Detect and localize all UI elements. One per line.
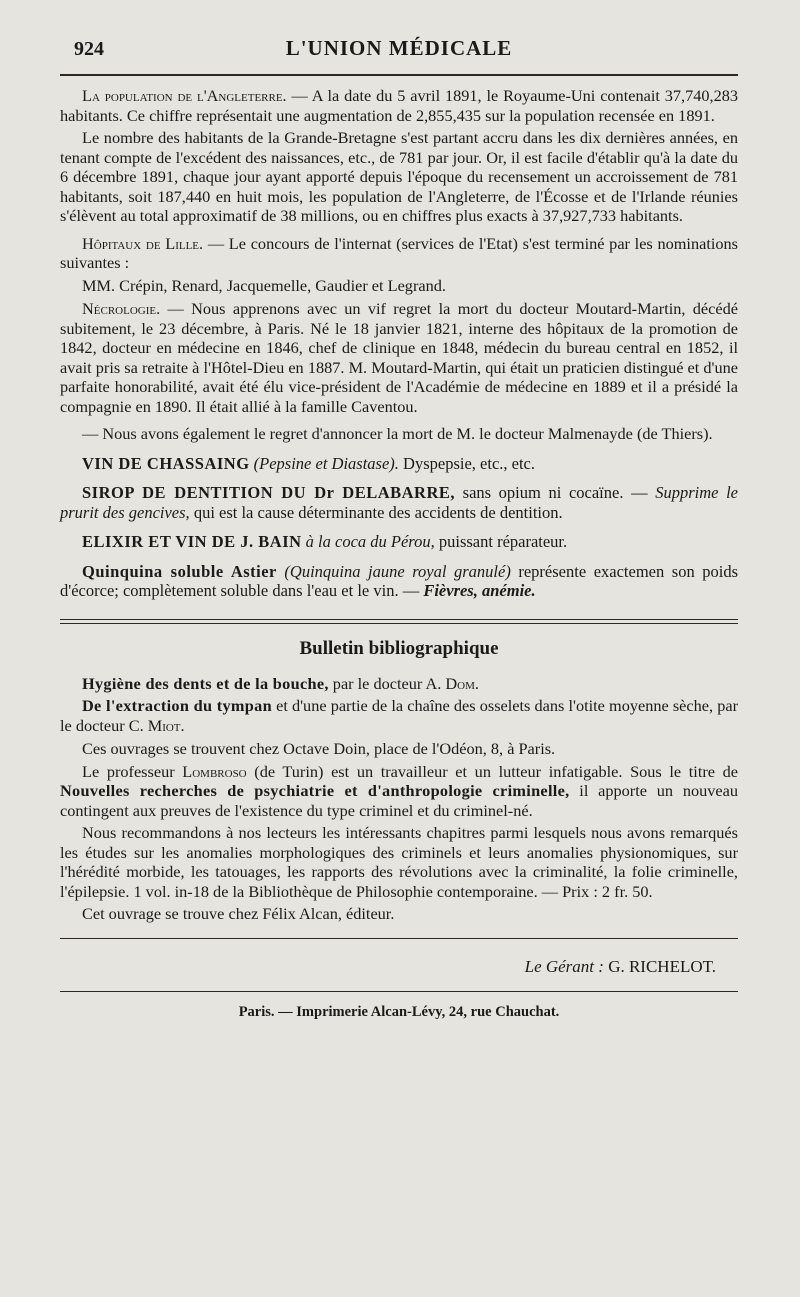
- bulletin-hygiene-text: par le docteur A.: [328, 673, 446, 693]
- bulletin-tympan-text: et d'une partie de la chaîne des osselets dans l'otite moyenne sèche, par le docteur C.: [60, 696, 738, 735]
- necrologie-paragraph: [60, 299, 738, 416]
- ad-vin-chassaing-title: VIN DE CHASSAING: [82, 453, 250, 473]
- bulletin-recommendation: Nous recommandons à nos lecteurs les intéressants chapitres parmi lesquels nous avons remarqués les études sur les anomalies morphologiques des criminels et leurs anomalies physionomiques, sur l'hérédité morbide, les tatouages, les rapports des révolutions avec la criminalité, la folie criminelle, l'épilepsie. 1 vol. in-18 de la Bibliothèque de Philosophie contemporaine. — Prix : 2 fr. 50.: [60, 823, 738, 901]
- ad-elixir-title: ELIXIR ET VIN DE J. BAIN: [82, 532, 302, 551]
- bulletin-availability: Ces ouvrages se trouvent chez Octave Doin, place de l'Odéon, 8, à Paris.: [82, 739, 556, 758]
- manager-signature: [60, 957, 716, 977]
- bulletin-item-tympan: [60, 696, 738, 735]
- section-divider: [60, 619, 738, 624]
- bulletin-hygiene-title: Hygiène des dents et de la bouche,: [82, 673, 329, 693]
- population-text-1: — A la date du 5 avril 1891, le Royaume-Uni contenait 37,740,283 habitants. Ce chiffre représentait une augmentation de 2,855,435 sur la population recensée en 1891.: [60, 86, 738, 125]
- ad-vin-chassaing-text: Dyspepsie, etc., etc.: [398, 453, 535, 473]
- bulletin-hygiene-author: Dom.: [445, 673, 479, 693]
- page-header: [60, 30, 738, 66]
- ad-sirop-mid: sans opium ni cocaïne. —: [455, 483, 656, 502]
- ad-vin-chassaing: [60, 454, 738, 474]
- ad-sirop-dentition: [60, 483, 738, 522]
- signature-rule: [60, 938, 738, 939]
- population-heading: La population de l'Angleterre.: [82, 86, 287, 105]
- bulletin-lombroso-b: (de Turin) est un travailleur et un lutteur infatigable. Sous le titre de: [246, 761, 739, 781]
- bulletin-lombroso-name: Lombroso: [182, 761, 247, 781]
- imprint-rule: [60, 991, 738, 992]
- ad-quinquina-text: représente exactemen son poids d'écorce; complètement soluble dans l'eau et le vin. —: [60, 561, 738, 600]
- ad-vin-chassaing-italic: (Pepsine et Diastase).: [253, 453, 399, 473]
- bulletin-publisher: Cet ouvrage se trouve chez Félix Alcan, éditeur.: [82, 904, 395, 923]
- necrologie-paragraph-2: — Nous avons également le regret d'annoncer la mort de M. le docteur Malmenayde (de Thiers).: [82, 424, 713, 443]
- bulletin-item-hygiene: [60, 674, 738, 694]
- hopitaux-text: — Le concours de l'internat (services de l'Etat) s'est terminé par les nominations suivantes :: [60, 233, 738, 272]
- printer-imprint: Paris. — Imprimerie Alcan-Lévy, 24, rue Chauchat.: [238, 1003, 560, 1020]
- necrologie-heading: Nécrologie.: [82, 299, 161, 318]
- ad-quinquina: [60, 562, 738, 601]
- ad-sirop-title: SIROP DE DENTITION DU Dr DELABARRE,: [82, 483, 456, 502]
- bulletin-tympan-title: De l'extraction du tympan: [82, 696, 272, 715]
- page-number: 924: [74, 38, 104, 60]
- ad-quinquina-tail: Fièvres, anémie.: [423, 581, 536, 600]
- signature-name: G. RICHELOT.: [608, 956, 716, 976]
- hopitaux-nominations: MM. Crépin, Renard, Jacquemelle, Gaudier et Legrand.: [82, 275, 446, 295]
- bulletin-lombroso: [60, 762, 738, 821]
- bulletin-lombroso-a: Le professeur: [82, 761, 183, 781]
- journal-title: L'UNION MÉDICALE: [285, 36, 513, 60]
- bulletin-title: Bulletin bibliographique: [299, 637, 499, 659]
- ad-elixir-bain: [60, 532, 738, 552]
- ad-quinquina-title: Quinquina soluble Astier: [82, 561, 277, 581]
- bulletin-lombroso-c: il apporte un nouveau contingent aux preuves de l'existence du type criminel et du criminel-né.: [60, 781, 738, 820]
- bulletin-tympan-author: Miot.: [147, 715, 185, 735]
- ad-sirop-text: qui est la cause déterminante des accidents de dentition.: [189, 502, 563, 522]
- population-paragraph: [60, 86, 738, 125]
- ad-elixir-italic: à la coca du Pérou,: [301, 532, 435, 551]
- hopitaux-paragraph: [60, 234, 738, 273]
- signature-label: Le Gérant :: [524, 956, 609, 976]
- population-paragraph-2: Le nombre des habitants de la Grande-Bretagne s'est partant accru dans les dix dernières années, en tenant compte de l'excédent des naissances, etc., de 781 par jour. Or, il est facile d'établir qu'à la date du 6 décembre 1891, chaque jour ayant apporté depuis l'époque du recensement un accroissement de 781 habitants, soit 187,440 en huit mois, les population de l'Angleterre, de l'Écosse et de l'Irlande réunies s'élèvent au total approximatif de 38 millions, ou en chiffres plus exacts à 37,927,733 habitants.: [60, 128, 738, 225]
- necrologie-text: — Nous apprenons avec un vif regret la mort du docteur Moutard-Martin, décédé subitement, le 23 décembre, à Paris. Né le 18 janvier 1821, interne des hôpitaux de la promotion de 1842, docteur en médecine en 1846, chef de clinique en 1848, médecin du bureau central en 1852, il avait pris sa retraite à l'Hôtel-Dieu en 1887. M. Moutard-Martin, qui était un praticien distingué et d'une parfaite honorabilité, avait été élu vice-président de l'Académie de médecine en 1889 et il a présidé la compagnie en 1890. Il était allié à la famille Caventou.: [60, 299, 738, 416]
- hopitaux-heading: Hôpitaux de Lille.: [82, 233, 204, 253]
- header-rule: [60, 74, 738, 76]
- bulletin-lombroso-title: Nouvelles recherches de psychiatrie et d'anthropologie criminelle,: [60, 781, 570, 800]
- ad-quinquina-italic: (Quinquina jaune royal granulé): [276, 561, 511, 581]
- ad-elixir-text: puissant réparateur.: [434, 532, 568, 551]
- ad-sirop-italic: Supprime le prurit des gencives,: [60, 483, 738, 522]
